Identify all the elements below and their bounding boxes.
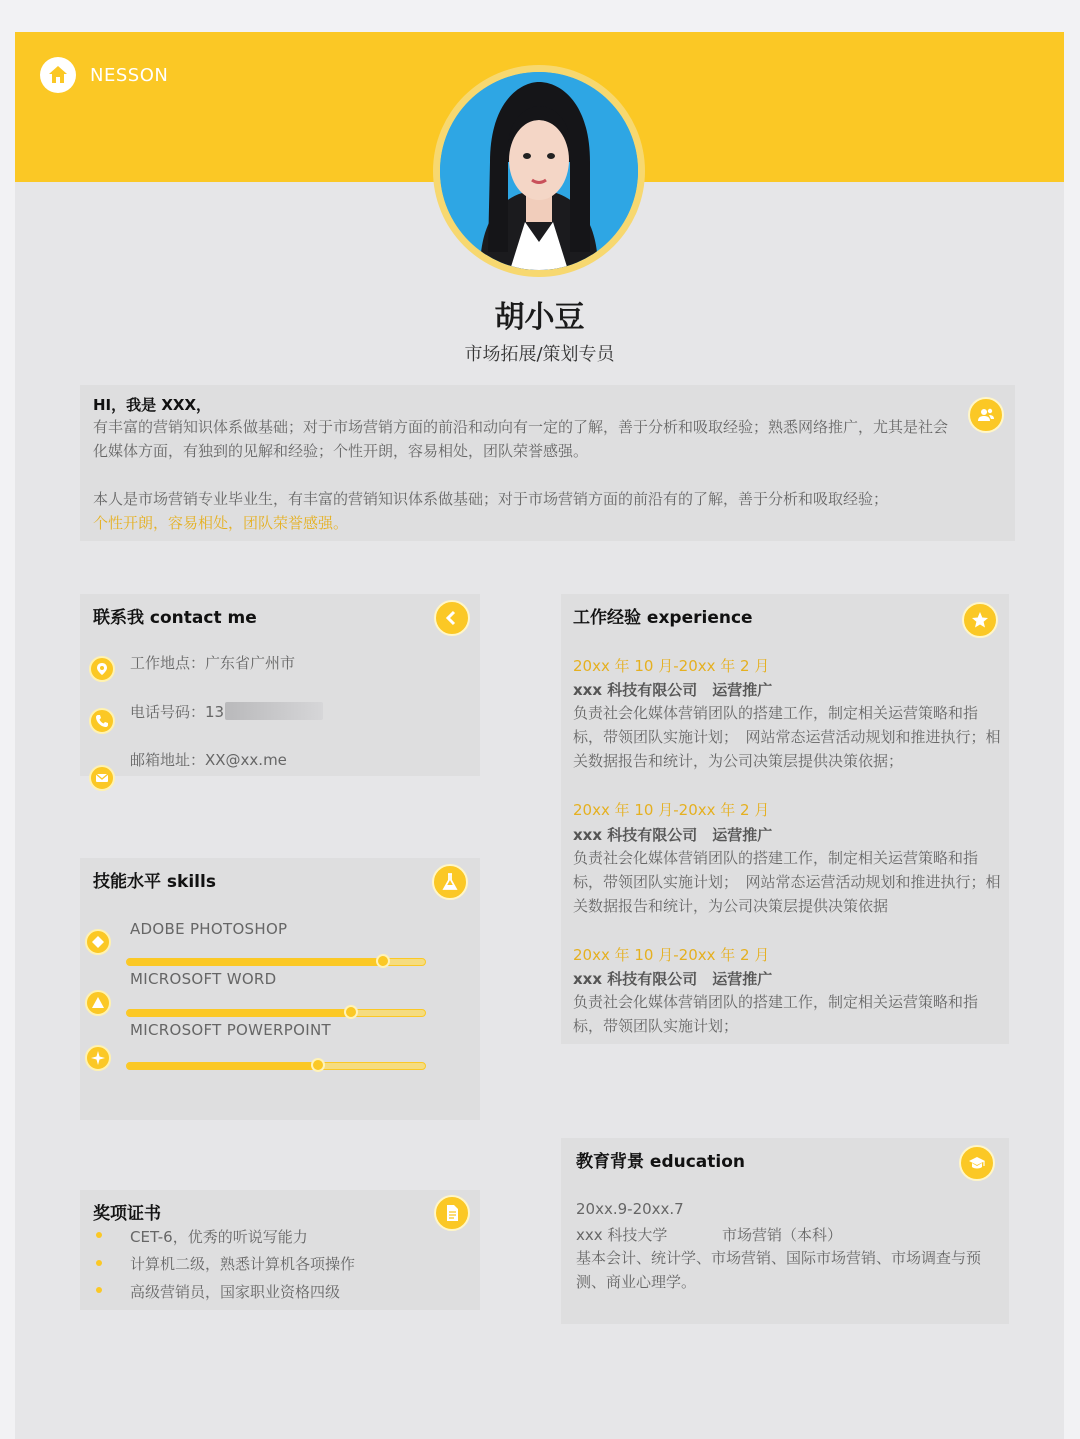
location-icon xyxy=(89,656,115,682)
experience-date: 20xx 年 10 月-20xx 年 2 月 xyxy=(573,657,770,675)
award-item: CET-6，优秀的听说写能力 xyxy=(130,1228,308,1246)
triangle-icon xyxy=(85,990,111,1016)
skill-bar-fill xyxy=(127,958,383,966)
awards-card xyxy=(80,1190,480,1310)
avatar xyxy=(433,65,645,277)
intro-highlight: 个性开朗，容易相处，团队荣誉感强。 xyxy=(93,514,349,532)
mail-icon xyxy=(89,765,115,791)
flask-icon xyxy=(432,864,468,900)
intro-card xyxy=(80,385,1015,541)
brand-name: NESSON xyxy=(90,65,169,86)
contact-email: 邮箱地址：XX@xx.me xyxy=(130,751,287,769)
profile-title: 市场拓展/策划专员 xyxy=(464,344,615,365)
contact-location: 工作地点：广东省广州市 xyxy=(130,654,296,672)
star-icon xyxy=(962,602,998,638)
skill-name: MICROSOFT POWERPOINT xyxy=(130,1021,331,1039)
education-card xyxy=(561,1138,1009,1324)
education-major: 市场营销（本科） xyxy=(722,1226,843,1244)
skill-bar-fill xyxy=(127,1009,351,1017)
bullet xyxy=(96,1232,102,1238)
experience-date: 20xx 年 10 月-20xx 年 2 月 xyxy=(573,946,770,964)
education-school: xxx 科技大学 xyxy=(576,1226,668,1244)
experience-date: 20xx 年 10 月-20xx 年 2 月 xyxy=(573,801,770,819)
skill-bar xyxy=(126,1009,426,1017)
phone-redaction xyxy=(225,702,323,720)
experience-description: 负责社会化媒体营销团队的搭建工作，制定相关运营策略和指标，带领团队实施计划； 网站常态运营活动规划和推进执行；相关数据报告和统计，为公司决策层提供决策依据； xyxy=(573,704,1001,770)
intro-greeting: HI，我是 XXX， xyxy=(93,396,212,414)
education-title: 教育背景 education xyxy=(576,1152,746,1172)
intro-paragraph-1: 有丰富的营销知识体系做基础；对于市场营销方面的前沿和动向有一定的了解，善于分析和吸取经验；熟悉网络推广，尤其是社会化媒体方面，有独到的见解和经验；个性开朗，容易相处，团队荣誉感强。 xyxy=(93,418,949,460)
home-icon xyxy=(40,57,76,93)
skill-bar-knob xyxy=(376,954,390,968)
bullet xyxy=(96,1287,102,1293)
experience-card xyxy=(561,594,1009,1044)
graduation-cap-icon xyxy=(959,1145,995,1181)
skill-bar-fill xyxy=(127,1062,318,1070)
skills-title: 技能水平 skills xyxy=(93,872,216,892)
experience-company: xxx 科技有限公司 运营推广 xyxy=(573,970,773,988)
chevron-left-icon xyxy=(434,600,470,636)
award-item: 高级营销员，国家职业资格四级 xyxy=(130,1283,341,1301)
experience-description: 负责社会化媒体营销团队的搭建工作，制定相关运营策略和指标，带领团队实施计划； xyxy=(573,993,979,1035)
experience-description: 负责社会化媒体营销团队的搭建工作，制定相关运营策略和指标，带领团队实施计划； 网站常态运营活动规划和推进执行；相关数据报告和统计，为公司决策层提供决策依据 xyxy=(573,849,1001,915)
portrait-photo xyxy=(440,72,638,270)
award-item: 计算机二级，熟悉计算机各项操作 xyxy=(130,1255,356,1273)
document-icon xyxy=(434,1195,470,1231)
diamond-icon xyxy=(85,929,111,955)
skill-bar-knob xyxy=(311,1058,325,1072)
profile-name: 胡小豆 xyxy=(494,300,585,335)
education-period: 20xx.9-20xx.7 xyxy=(576,1200,684,1218)
contact-phone: 电话号码：13 xyxy=(130,703,225,721)
experience-company: xxx 科技有限公司 运营推广 xyxy=(573,681,773,699)
bullet xyxy=(96,1260,102,1266)
people-icon xyxy=(968,397,1004,433)
awards-title: 奖项证书 xyxy=(93,1204,161,1224)
education-courses: 基本会计、统计学、市场营销、国际市场营销、市场调查与预测、商业心理学。 xyxy=(576,1249,982,1291)
resume-page xyxy=(15,32,1064,1439)
intro-paragraph-2 xyxy=(93,487,953,535)
sparkle-icon xyxy=(85,1045,111,1071)
skill-bar-knob xyxy=(344,1005,358,1019)
phone-icon xyxy=(89,708,115,734)
skill-name: MICROSOFT WORD xyxy=(130,970,277,988)
intro-paragraph-2-text: 本人是市场营销专业毕业生，有丰富的营销知识体系做基础；对于市场营销方面的前沿有的了解，善于分析和吸取经验； xyxy=(93,490,889,508)
skill-bar xyxy=(126,1062,426,1070)
skills-card xyxy=(80,858,480,1120)
skill-name: ADOBE PHOTOSHOP xyxy=(130,920,288,938)
contact-title: 联系我 contact me xyxy=(93,608,257,628)
experience-company: xxx 科技有限公司 运营推广 xyxy=(573,826,773,844)
experience-title: 工作经验 experience xyxy=(573,608,753,628)
contact-card xyxy=(80,594,480,776)
skill-bar xyxy=(126,958,426,966)
